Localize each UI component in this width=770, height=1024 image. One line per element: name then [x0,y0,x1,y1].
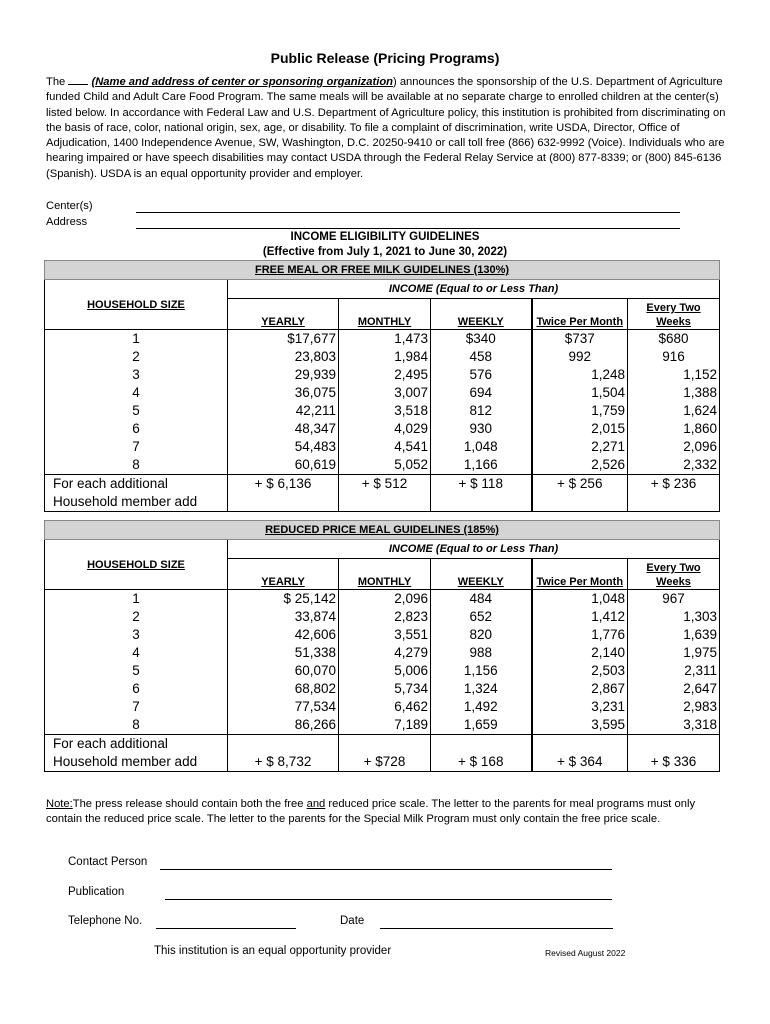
income-cell: $ 25,142 [228,590,339,609]
col-monthly: MONTHLY [339,559,431,590]
income-cell: 3,318 [628,716,720,735]
income-cell: 576 [431,366,532,384]
income-cell: 1,048 [431,438,532,456]
table-row [45,402,720,420]
income-cell: 2,332 [628,456,720,475]
income-cell: 1,492 [431,698,532,716]
income-cell: 1,156 [431,662,532,680]
additional-member-label [45,475,228,512]
free-band-title: FREE MEAL OR FREE MILK GUIDELINES (130%) [45,261,720,280]
income-cell: 2,096 [339,590,431,609]
col-weekly: WEEKLY [431,559,532,590]
income-cell: 988 [431,644,532,662]
income-cell: 812 [431,402,532,420]
note-text-a: The press release should contain both the free [72,798,307,810]
income-cell: 1,624 [628,402,720,420]
additional-yearly: + $ 8,732 [228,735,339,772]
household-size-cell: 7 [45,698,228,716]
income-cell: 5,006 [339,662,431,680]
household-size-cell: 5 [45,662,228,680]
household-size-cell: 6 [45,420,228,438]
income-cell: 2,495 [339,366,431,384]
income-cell: 1,776 [532,626,628,644]
household-size-cell: 7 [45,438,228,456]
income-cell: 2,271 [532,438,628,456]
table-row [45,716,720,735]
income-cell: 1,412 [532,608,628,626]
org-blank[interactable] [68,74,88,85]
col-yearly: YEARLY [228,299,339,330]
reduced-meal-table [44,520,720,772]
income-cell: $680 [628,330,720,349]
income-cell: 2,983 [628,698,720,716]
income-cell: $737 [532,330,628,349]
page-title: Public Release (Pricing Programs) [270,50,500,66]
note-text-b: reduced price scale. The letter to the parents for meal programs must only contain the reduced price scale. The letter to the parents for the Special Milk Program must only contain the free price scale. [46,798,696,825]
income-cell: 1,984 [339,348,431,366]
table-row [45,348,720,366]
household-size-cell: 2 [45,608,228,626]
income-cell: 7,189 [339,716,431,735]
table-row [45,330,720,349]
income-cell: 1,324 [431,680,532,698]
additional-two-weeks: + $ 236 [628,475,720,512]
income-cell: 60,619 [228,456,339,475]
income-cell: 1,504 [532,384,628,402]
address-field[interactable] [136,228,680,229]
additional-label-line1: For each additional [53,736,168,751]
additional-monthly: + $728 [339,735,431,772]
household-size-cell: 1 [45,590,228,609]
table-row [45,662,720,680]
income-cell: 2,015 [532,420,628,438]
income-cell: 1,248 [532,366,628,384]
date-field[interactable] [380,928,613,929]
additional-twice-month: + $ 256 [532,475,628,512]
income-cell: 458 [431,348,532,366]
date-label: Date [340,915,365,927]
additional-twice-month: + $ 364 [532,735,628,772]
guidelines-title: INCOME ELIGIBILITY GUIDELINES [290,231,480,243]
col-twice-per-month: Twice Per Month [532,559,628,590]
income-cell: 916 [628,348,720,366]
note-and: and [306,798,326,810]
income-cell: 3,007 [339,384,431,402]
income-cell: 3,518 [339,402,431,420]
income-cell: $17,677 [228,330,339,349]
income-cell: 1,388 [628,384,720,402]
centers-field[interactable] [136,212,680,213]
note-paragraph [46,797,731,827]
income-cell: 48,347 [228,420,339,438]
income-cell: 2,503 [532,662,628,680]
income-cell: 68,802 [228,680,339,698]
table-row [45,366,720,384]
table-row [45,420,720,438]
col-yearly: YEARLY [228,559,339,590]
table-row [45,438,720,456]
income-cell: 2,647 [628,680,720,698]
household-size-cell: 3 [45,366,228,384]
income-cell: 60,070 [228,662,339,680]
household-size-cell: 4 [45,384,228,402]
income-cell: 42,211 [228,402,339,420]
col-weekly: WEEKLY [431,299,532,330]
income-cell: 992 [532,348,628,366]
table-row [45,608,720,626]
household-size-cell: 6 [45,680,228,698]
income-cell: 930 [431,420,532,438]
col-twice-per-month: Twice Per Month [532,299,628,330]
household-size-cell: 5 [45,402,228,420]
income-cell: 1,860 [628,420,720,438]
additional-member-label [45,735,228,772]
free-meal-table [44,260,720,512]
income-cell: 33,874 [228,608,339,626]
col-monthly: MONTHLY [339,299,431,330]
address-label: Address [46,216,88,228]
reduced-band-title: REDUCED PRICE MEAL GUIDELINES (185%) [45,521,720,540]
household-size-cell: 8 [45,456,228,475]
income-header: INCOME (Equal to or Less Than) [228,280,720,299]
income-cell: $340 [431,330,532,349]
income-cell: 652 [431,608,532,626]
table-row [45,384,720,402]
publication-label: Publication [68,886,125,898]
income-cell: 2,311 [628,662,720,680]
income-header: INCOME (Equal to or Less Than) [228,540,720,559]
revised-date: Revised August 2022 [545,948,626,958]
income-cell: 3,551 [339,626,431,644]
income-cell: 2,823 [339,608,431,626]
table-row [45,698,720,716]
income-cell: 4,541 [339,438,431,456]
income-cell: 42,606 [228,626,339,644]
income-cell: 6,462 [339,698,431,716]
income-cell: 1,303 [628,608,720,626]
telephone-field[interactable] [156,928,296,929]
income-cell: 1,152 [628,366,720,384]
table-row [45,590,720,609]
income-cell: 4,279 [339,644,431,662]
income-cell: 51,338 [228,644,339,662]
income-cell: 820 [431,626,532,644]
income-cell: 1,048 [532,590,628,609]
income-cell: 1,659 [431,716,532,735]
col-every-two-weeks: Every Two Weeks [628,299,720,330]
additional-label-line1: For each additional [53,476,168,491]
income-cell: 2,140 [532,644,628,662]
table-row [45,644,720,662]
income-cell: 1,639 [628,626,720,644]
org-name-placeholder: (Name and address of center or sponsoring organization [91,76,393,88]
household-size-cell: 8 [45,716,228,735]
income-cell: 967 [628,590,720,609]
additional-weekly: + $ 118 [431,475,532,512]
income-cell: 36,075 [228,384,339,402]
income-cell: 2,096 [628,438,720,456]
additional-weekly: + $ 168 [431,735,532,772]
income-cell: 3,231 [532,698,628,716]
household-size-cell: 1 [45,330,228,349]
income-cell: 2,867 [532,680,628,698]
centers-label: Center(s) [46,200,93,212]
income-cell: 23,803 [228,348,339,366]
household-size-header: HOUSEHOLD SIZE [45,540,228,590]
income-cell: 1,166 [431,456,532,475]
income-cell: 77,534 [228,698,339,716]
contact-person-label: Contact Person [68,856,148,868]
income-cell: 1,473 [339,330,431,349]
additional-monthly: + $ 512 [339,475,431,512]
intro-body: ) announces the sponsorship of the U.S. Department of Agriculture funded Child and Adult Care Food Program. The same meals will be available at no separate charge to enrolled children at the center(s) listed below. In accordance with Federal Law and U.S. Department of Agriculture policy, this institution is prohibited from discriminating on the basis of race, color, national origin, sex, age, or disability. To file a complaint of discrimination, write USDA, Director, Office of Adjudication, 1400 Independence Avenue, SW, Washington, D.C. 20250-9410 or call toll free (866) 632-9992 (Voice). Individuals who are hearing impaired or have speech disabilities may contact USDA through the Federal Relay Service at (800) 877-8339; or (800) 845-6136 (Spanish). USDA is an equal opportunity provider and employer. [46,76,726,180]
additional-label-line2: Household member add [53,754,198,769]
additional-label-line2: Household member add [53,494,198,509]
publication-field[interactable] [165,899,612,900]
table-row [45,626,720,644]
income-cell: 1,975 [628,644,720,662]
income-cell: 2,526 [532,456,628,475]
table-row [45,680,720,698]
intro-paragraph [46,74,731,182]
income-cell: 29,939 [228,366,339,384]
income-cell: 5,052 [339,456,431,475]
income-cell: 484 [431,590,532,609]
telephone-label: Telephone No. [68,915,143,927]
intro-prefix: The [46,76,66,88]
income-cell: 54,483 [228,438,339,456]
income-cell: 5,734 [339,680,431,698]
income-cell: 3,595 [532,716,628,735]
note-label: Note: [46,798,73,810]
col-every-two-weeks: Every Two Weeks [628,559,720,590]
contact-person-field[interactable] [160,869,612,870]
table-row [45,456,720,475]
additional-yearly: + $ 6,136 [228,475,339,512]
equal-opportunity-statement: This institution is an equal opportunity provider [154,945,392,957]
household-size-cell: 4 [45,644,228,662]
additional-two-weeks: + $ 336 [628,735,720,772]
household-size-cell: 2 [45,348,228,366]
household-size-header: HOUSEHOLD SIZE [45,280,228,330]
income-cell: 694 [431,384,532,402]
guidelines-effective: (Effective from July 1, 2021 to June 30, 2022) [262,246,508,258]
income-cell: 1,759 [532,402,628,420]
income-cell: 86,266 [228,716,339,735]
income-cell: 4,029 [339,420,431,438]
household-size-cell: 3 [45,626,228,644]
